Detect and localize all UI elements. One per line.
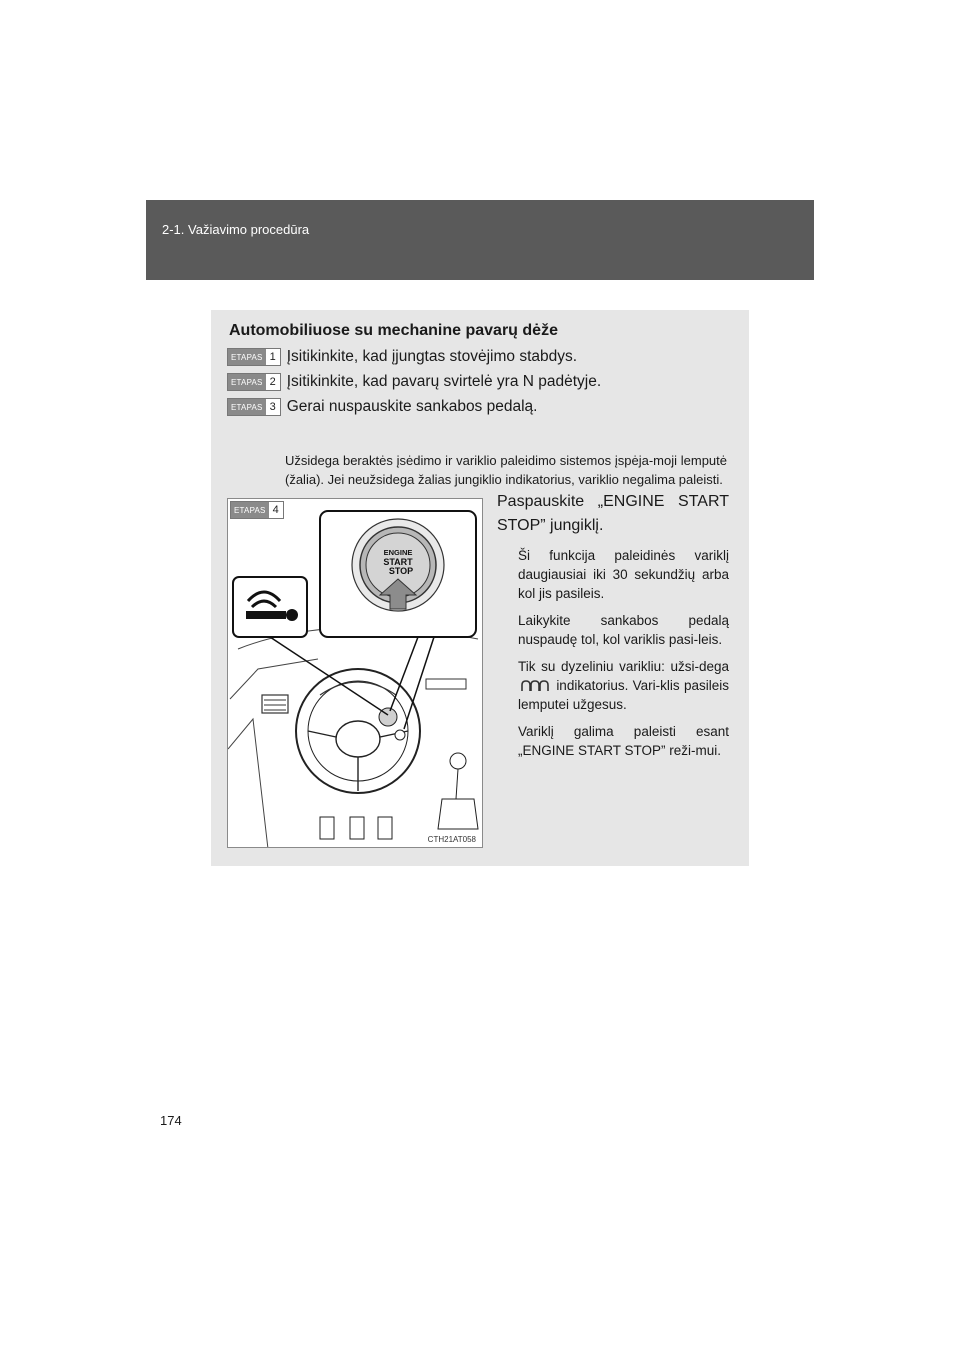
section-title: Automobiliuose su mechanine pavarų dėže [229,322,558,339]
step-3 [227,398,537,416]
step-text: Įsitikinkite, kad įjungtas stovėjimo stabdys. [286,348,578,365]
engine-start-illustration [227,498,483,848]
step-badge: ETAPAS 3 [227,398,281,416]
section-header-title: 2-1. Važiavimo procedūra [162,222,310,237]
content-box [211,310,749,866]
glow-plug-icon [518,679,552,693]
button-label-line2: START [383,557,413,567]
step-2 [227,373,601,391]
note-item: Ši funkcija paleidinės variklį daugiausiai iki 30 sekundžių arba kol jis pasileis. [518,548,729,601]
page-number: 174 [160,1113,182,1128]
button-label-line1: ENGINE [383,548,413,557]
glow-note: Tik su dyzeliniu varikliu: užsi-dega indikatorius. Vari-klis pasileis lemputei užgesus. [518,659,729,712]
step-4-text: Paspauskite „ENGINE START STOP” jungiklį. [497,493,729,534]
step-badge: ETAPAS 2 [227,373,281,391]
dashboard-illustration [228,499,482,847]
figure-code: CTH21AT058 [427,835,476,844]
note-item: Variklį galima paleisti esant „ENGINE START STOP” reži-mui. [518,724,729,758]
button-label-line3: STOP [388,566,414,576]
note-item: Laikykite sankabos pedalą nuspaudę tol, kol variklis pasi-leis. [518,613,729,647]
header-band [146,200,814,280]
step-3-note: Užsidega beraktės įsėdimo ir variklio paleidimo sistemos įspėja-moji lemputė (žalia). Jei neužsidega žalias jungiklio indikatorius, variklio negalima paleisti. [285,453,727,487]
step-4-badge: ETAPAS 4 [230,501,290,519]
step-badge: ETAPAS 1 [227,348,281,366]
step-1 [227,348,577,366]
step-4-notes [518,546,729,768]
step-text: Gerai nuspauskite sankabos pedalą. [286,398,538,415]
step-text: Įsitikinkite, kad pavarų svirtelė yra N padėtyje. [286,373,602,390]
